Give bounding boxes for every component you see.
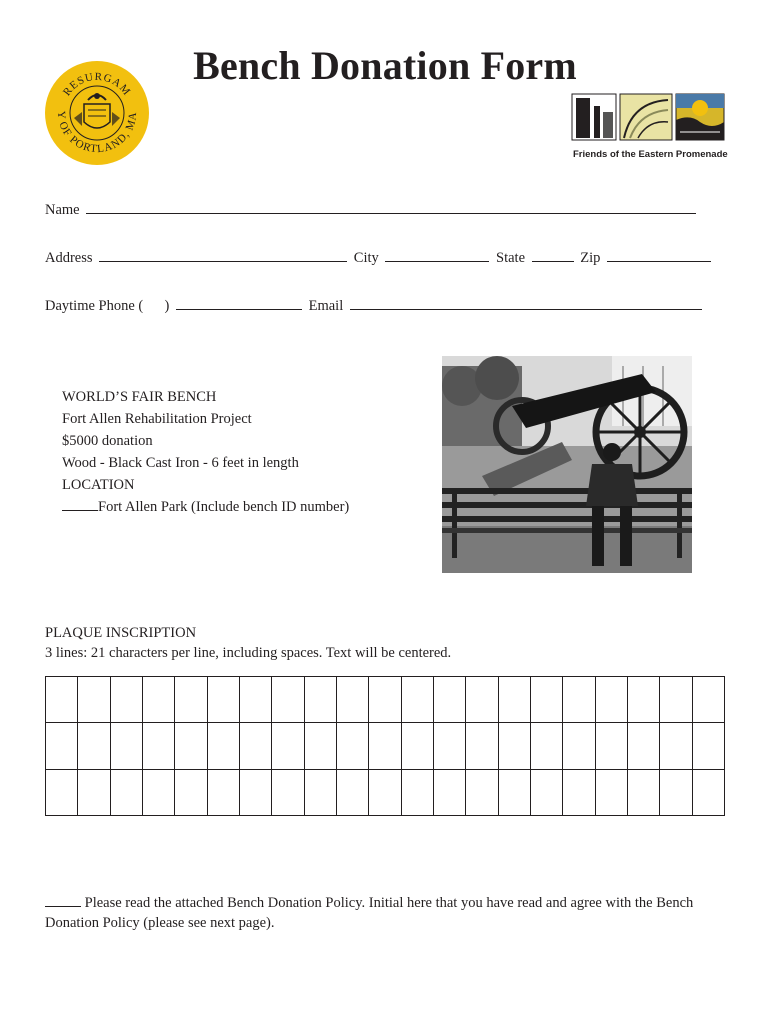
bench-location-row xyxy=(62,496,349,518)
name-field[interactable] xyxy=(86,202,696,214)
state-field[interactable] xyxy=(532,250,574,262)
plaque-character-cell[interactable] xyxy=(466,769,498,815)
plaque-character-cell[interactable] xyxy=(660,723,692,769)
plaque-character-cell[interactable] xyxy=(401,769,433,815)
plaque-character-cell[interactable] xyxy=(46,723,78,769)
email-label: Email xyxy=(308,298,344,314)
friends-eastern-promenade-logo xyxy=(570,92,726,158)
policy-initials-field[interactable] xyxy=(45,895,81,907)
plaque-character-cell[interactable] xyxy=(175,723,207,769)
plaque-character-cell[interactable] xyxy=(78,769,110,815)
policy-text: Please read the attached Bench Donation Policy. Initial here that you have read and agree with the Bench Donation Policy (please see next page). xyxy=(45,895,694,931)
phone-field[interactable] xyxy=(176,298,302,310)
bench-location-label: LOCATION xyxy=(62,477,135,493)
plaque-character-cell[interactable] xyxy=(692,723,724,769)
address-field[interactable] xyxy=(99,250,347,262)
plaque-character-cell[interactable] xyxy=(692,769,724,815)
plaque-character-cell[interactable] xyxy=(239,677,271,723)
plaque-character-cell[interactable] xyxy=(595,677,627,723)
bench-cannon-photo xyxy=(442,356,692,573)
plaque-section xyxy=(45,623,451,663)
plaque-character-cell[interactable] xyxy=(369,677,401,723)
plaque-character-cell[interactable] xyxy=(207,769,239,815)
phone-label: Daytime Phone ( xyxy=(45,298,144,314)
plaque-character-cell[interactable] xyxy=(46,769,78,815)
bench-heading: WORLD’S FAIR BENCH xyxy=(62,389,217,405)
plaque-character-cell[interactable] xyxy=(110,769,142,815)
name-label: Name xyxy=(45,202,80,218)
plaque-character-cell[interactable] xyxy=(304,723,336,769)
plaque-character-cell[interactable] xyxy=(498,677,530,723)
phone-email-row xyxy=(45,298,702,315)
plaque-character-cell[interactable] xyxy=(498,723,530,769)
plaque-character-cell[interactable] xyxy=(272,769,304,815)
plaque-inscription-grid xyxy=(45,676,725,816)
plaque-character-cell[interactable] xyxy=(563,677,595,723)
email-field[interactable] xyxy=(350,298,702,310)
name-row xyxy=(45,202,696,219)
phone-close-paren: ) xyxy=(164,298,170,314)
plaque-row xyxy=(46,677,725,723)
bench-project: Fort Allen Rehabilitation Project xyxy=(62,411,252,427)
city-field[interactable] xyxy=(385,250,489,262)
bench-location-option: Fort Allen Park (Include bench ID number) xyxy=(98,499,350,515)
plaque-character-cell[interactable] xyxy=(530,723,562,769)
city-label: City xyxy=(353,250,379,266)
plaque-character-cell[interactable] xyxy=(660,769,692,815)
form-title: Bench Donation Form xyxy=(193,43,577,88)
plaque-character-cell[interactable] xyxy=(336,723,368,769)
bench-material: Wood - Black Cast Iron - 6 feet in length xyxy=(62,455,299,471)
plaque-character-cell[interactable] xyxy=(272,723,304,769)
plaque-character-cell[interactable] xyxy=(498,769,530,815)
plaque-character-cell[interactable] xyxy=(207,677,239,723)
policy-acknowledgement xyxy=(45,893,735,933)
plaque-character-cell[interactable] xyxy=(627,723,659,769)
plaque-character-cell[interactable] xyxy=(207,723,239,769)
bench-info xyxy=(62,386,349,518)
plaque-character-cell[interactable] xyxy=(466,677,498,723)
plaque-character-cell[interactable] xyxy=(142,723,174,769)
plaque-character-cell[interactable] xyxy=(369,769,401,815)
location-checkbox-blank[interactable] xyxy=(62,499,98,511)
plaque-character-cell[interactable] xyxy=(627,769,659,815)
plaque-character-cell[interactable] xyxy=(595,723,627,769)
plaque-character-cell[interactable] xyxy=(239,769,271,815)
plaque-character-cell[interactable] xyxy=(401,723,433,769)
plaque-character-cell[interactable] xyxy=(433,677,465,723)
plaque-instructions: 3 lines: 21 characters per line, including spaces. Text will be centered. xyxy=(45,645,452,661)
plaque-character-cell[interactable] xyxy=(78,723,110,769)
zip-field[interactable] xyxy=(607,250,711,262)
city-seal-logo xyxy=(44,60,150,166)
plaque-character-cell[interactable] xyxy=(401,677,433,723)
plaque-character-cell[interactable] xyxy=(46,677,78,723)
plaque-character-cell[interactable] xyxy=(239,723,271,769)
seal-top-text: RESURGAM xyxy=(60,70,133,99)
plaque-character-cell[interactable] xyxy=(433,723,465,769)
plaque-row xyxy=(46,769,725,815)
bench-price: $5000 donation xyxy=(62,433,153,449)
plaque-heading: PLAQUE INSCRIPTION xyxy=(45,625,197,641)
plaque-character-cell[interactable] xyxy=(563,723,595,769)
plaque-character-cell[interactable] xyxy=(175,769,207,815)
plaque-character-cell[interactable] xyxy=(563,769,595,815)
plaque-character-cell[interactable] xyxy=(530,677,562,723)
plaque-character-cell[interactable] xyxy=(110,723,142,769)
plaque-character-cell[interactable] xyxy=(530,769,562,815)
zip-label: Zip xyxy=(580,250,601,266)
plaque-character-cell[interactable] xyxy=(272,677,304,723)
plaque-character-cell[interactable] xyxy=(627,677,659,723)
plaque-character-cell[interactable] xyxy=(336,769,368,815)
plaque-character-cell[interactable] xyxy=(692,677,724,723)
plaque-character-cell[interactable] xyxy=(433,769,465,815)
plaque-character-cell[interactable] xyxy=(660,677,692,723)
plaque-character-cell[interactable] xyxy=(142,677,174,723)
plaque-character-cell[interactable] xyxy=(304,677,336,723)
address-row xyxy=(45,250,711,267)
plaque-character-cell[interactable] xyxy=(110,677,142,723)
seal-bottom-text: Y OF PORTLAND, MA xyxy=(54,110,140,156)
state-label: State xyxy=(496,250,526,266)
partner-logo-caption: Friends of the Eastern Promenade xyxy=(573,149,728,160)
plaque-character-cell[interactable] xyxy=(78,677,110,723)
plaque-character-cell[interactable] xyxy=(175,677,207,723)
plaque-character-cell[interactable] xyxy=(466,723,498,769)
plaque-character-cell[interactable] xyxy=(142,769,174,815)
plaque-character-cell[interactable] xyxy=(595,769,627,815)
plaque-character-cell[interactable] xyxy=(304,769,336,815)
plaque-character-cell[interactable] xyxy=(369,723,401,769)
plaque-row xyxy=(46,723,725,769)
plaque-character-cell[interactable] xyxy=(336,677,368,723)
address-label: Address xyxy=(45,250,93,266)
